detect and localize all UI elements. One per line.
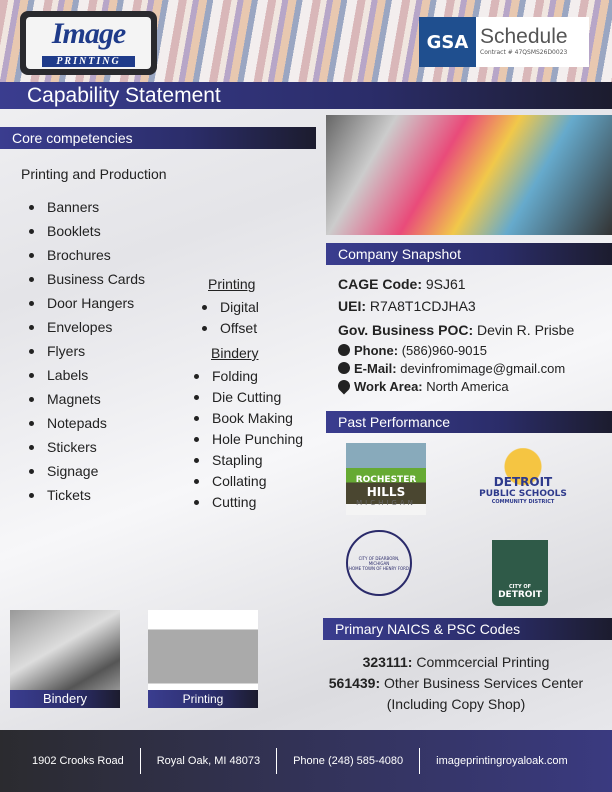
phone-value: (586)960-9015 xyxy=(401,343,487,358)
naics-codes xyxy=(300,652,612,715)
printing-press-photo xyxy=(326,115,612,235)
logo-line: PUBLIC SCHOOLS xyxy=(479,489,567,499)
printing-heading: Printing xyxy=(208,276,256,292)
phone-label: Phone: xyxy=(354,343,399,358)
list-item: Tickets xyxy=(47,487,91,503)
company-logo xyxy=(20,11,157,75)
list-item: Door Hangers xyxy=(47,295,135,311)
list-item: Stapling xyxy=(212,452,263,468)
city-of-detroit-logo xyxy=(492,540,548,606)
list-item: Notepads xyxy=(47,415,107,431)
footer-city: Royal Oak, MI 48073 xyxy=(141,748,277,774)
list-item: Hole Punching xyxy=(212,431,304,447)
poc-name: Devin R. Prisbe xyxy=(477,322,575,338)
past-performance-heading: Past Performance xyxy=(326,411,612,433)
logo-line: COMMUNITY DISTRICT xyxy=(491,499,555,505)
area-value: North America xyxy=(426,379,509,394)
gsa-schedule-logo xyxy=(419,17,589,67)
phone-icon xyxy=(338,344,350,356)
list-item: Flyers xyxy=(47,343,86,359)
list-item: Collating xyxy=(212,473,267,489)
list-item: Banners xyxy=(47,199,100,215)
printing-caption: Printing xyxy=(148,690,258,708)
logo-line: HOME TOWN OF HENRY FORD xyxy=(348,565,409,571)
footer-website[interactable]: imageprintingroyaloak.com xyxy=(436,755,568,767)
location-pin-icon xyxy=(336,378,353,395)
dearborn-seal-logo xyxy=(346,530,412,596)
list-item: Book Making xyxy=(212,410,293,426)
naics-code: 323111: xyxy=(362,654,413,670)
bindery-heading: Bindery xyxy=(211,345,259,361)
naics-note: (Including Copy Shop) xyxy=(386,696,526,712)
list-item: Business Cards xyxy=(47,271,146,287)
naics-desc: Commcercial Printing xyxy=(416,654,550,670)
logo-line: DETROIT xyxy=(493,475,553,489)
list-item: Brochures xyxy=(47,247,111,263)
email-value[interactable]: devinfromimage@gmail.com xyxy=(400,361,566,376)
footer-address: 1902 Crooks Road xyxy=(0,748,141,774)
list-item: Magnets xyxy=(47,391,101,407)
logo-line: CITY OF xyxy=(509,584,531,590)
uei-value: R7A8T1CDJHA3 xyxy=(369,298,476,314)
logo-line: ROCHESTER xyxy=(355,475,417,485)
naics-code: 561439: xyxy=(328,675,381,691)
page-title: Capability Statement xyxy=(0,82,612,109)
bindery-photo xyxy=(10,610,120,708)
naics-desc: Other Business Services Center xyxy=(384,675,584,691)
gsa-badge: GSA xyxy=(419,17,476,67)
cage-code: 9SJ61 xyxy=(425,276,466,292)
list-item: Booklets xyxy=(47,223,101,239)
list-item: Labels xyxy=(47,367,89,383)
cage-label: CAGE Code: xyxy=(338,276,422,292)
list-item: Digital xyxy=(220,299,259,315)
printing-production-heading: Printing and Production xyxy=(21,166,167,182)
rochester-hills-logo xyxy=(346,443,426,515)
logo-line: HILLS xyxy=(366,485,406,499)
footer xyxy=(0,730,612,792)
gsa-contract: Contract # 47QSMS26D0023 xyxy=(480,49,568,56)
area-label: Work Area: xyxy=(354,379,423,394)
detroit-public-schools-logo xyxy=(478,448,568,510)
list-item: Envelopes xyxy=(47,319,113,335)
list-item: Signage xyxy=(47,463,99,479)
list-item: Die Cutting xyxy=(212,389,282,405)
logo-subtext: PRINTING xyxy=(42,56,134,67)
logo-text: Image xyxy=(51,17,126,50)
logo-line: DETROIT xyxy=(498,590,542,600)
naics-heading: Primary NAICS & PSC Codes xyxy=(323,618,612,640)
bindery-caption: Bindery xyxy=(10,690,120,708)
uei-label: UEI: xyxy=(338,298,366,314)
list-item: Stickers xyxy=(47,439,97,455)
poc-label: Gov. Business POC: xyxy=(338,322,474,338)
printing-photo xyxy=(148,610,258,708)
gsa-schedule: Schedule xyxy=(480,25,568,48)
list-item: Folding xyxy=(212,368,258,384)
list-item: Offset xyxy=(220,320,258,336)
logo-line: MICHIGAN xyxy=(356,499,416,507)
email-icon xyxy=(338,362,350,374)
logo-line: CITY OF DEARBORN, MICHIGAN xyxy=(358,555,400,566)
footer-phone: Phone (248) 585-4080 xyxy=(277,748,420,774)
email-label: E-Mail: xyxy=(354,361,397,376)
list-item: Cutting xyxy=(212,494,257,510)
company-snapshot-heading: Company Snapshot xyxy=(326,243,612,265)
core-competencies-heading: Core competencies xyxy=(0,127,316,149)
